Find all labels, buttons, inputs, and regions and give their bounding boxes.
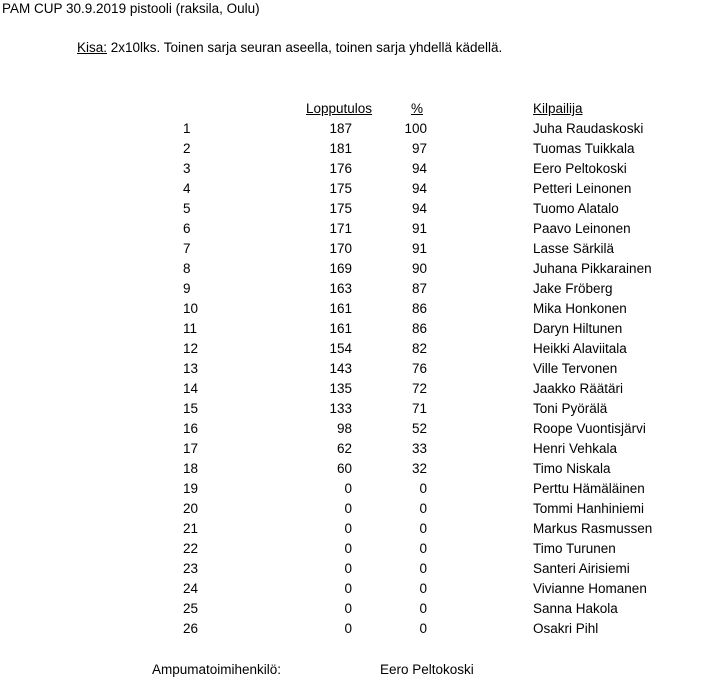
score-cell: 0 <box>344 561 352 576</box>
table-row <box>0 441 719 461</box>
table-row <box>0 201 719 221</box>
score-cell: 161 <box>329 321 352 336</box>
rank-cell: 11 <box>183 321 198 336</box>
rank-cell: 5 <box>183 201 191 216</box>
percent-cell: 76 <box>411 361 427 376</box>
score-cell: 163 <box>329 281 352 296</box>
score-cell: 175 <box>329 201 352 216</box>
rank-cell: 15 <box>183 401 199 416</box>
header-competitor: Kilpailija <box>533 101 583 116</box>
competitor-cell: Timo Turunen <box>533 541 616 556</box>
percent-cell: 0 <box>419 601 427 616</box>
rank-cell: 13 <box>183 361 199 376</box>
percent-cell: 100 <box>404 121 427 136</box>
rank-cell: 9 <box>183 281 191 296</box>
rank-cell: 14 <box>183 381 199 396</box>
percent-cell: 33 <box>411 441 427 456</box>
score-cell: 187 <box>329 121 352 136</box>
table-row <box>0 401 719 421</box>
competitor-cell: Santeri Airisiemi <box>533 561 630 576</box>
competitor-cell: Eero Peltokoski <box>533 161 627 176</box>
rank-cell: 24 <box>183 581 199 596</box>
table-row <box>0 601 719 621</box>
percent-cell: 87 <box>411 281 427 296</box>
percent-cell: 0 <box>419 621 427 636</box>
table-row <box>0 621 719 641</box>
table-row <box>0 541 719 561</box>
competition-info <box>77 40 502 56</box>
table-row <box>0 161 719 181</box>
score-cell: 0 <box>344 541 352 556</box>
competitor-cell: Petteri Leinonen <box>533 181 632 196</box>
table-row <box>0 421 719 441</box>
score-cell: 175 <box>329 181 352 196</box>
percent-cell: 71 <box>411 401 427 416</box>
official-name: Eero Peltokoski <box>380 662 474 677</box>
rank-cell: 2 <box>183 141 191 156</box>
rank-cell: 17 <box>183 441 199 456</box>
table-row <box>0 581 719 601</box>
header-percent: % <box>411 101 424 116</box>
rank-cell: 20 <box>183 501 199 516</box>
score-cell: 0 <box>344 621 352 636</box>
competitor-cell: Perttu Hämäläinen <box>533 481 645 496</box>
competitor-cell: Henri Vehkala <box>533 441 618 456</box>
score-cell: 0 <box>344 501 352 516</box>
table-row <box>0 141 719 161</box>
table-row <box>0 341 719 361</box>
percent-cell: 97 <box>411 141 427 156</box>
table-row <box>0 501 719 521</box>
rank-cell: 1 <box>183 121 191 136</box>
competitor-cell: Jake Fröberg <box>533 281 613 296</box>
percent-cell: 52 <box>411 421 427 436</box>
competition-info-label: Kisa: <box>77 40 108 55</box>
score-cell: 176 <box>329 161 352 176</box>
competitor-cell: Juha Raudaskoski <box>533 121 644 136</box>
table-row <box>0 381 719 401</box>
table-row <box>0 461 719 481</box>
score-cell: 60 <box>336 461 352 476</box>
table-row <box>0 561 719 581</box>
percent-cell: 90 <box>411 261 427 276</box>
score-cell: 135 <box>329 381 352 396</box>
percent-cell: 72 <box>411 381 427 396</box>
score-cell: 169 <box>329 261 352 276</box>
score-cell: 154 <box>329 341 352 356</box>
table-row <box>0 521 719 541</box>
percent-cell: 94 <box>411 161 427 176</box>
competitor-cell: Roope Vuontisjärvi <box>533 421 646 436</box>
rank-cell: 4 <box>183 181 191 196</box>
rank-cell: 8 <box>183 261 191 276</box>
score-cell: 0 <box>344 521 352 536</box>
score-cell: 0 <box>344 581 352 596</box>
competitor-cell: Osakri Pihl <box>533 621 599 636</box>
score-cell: 181 <box>329 141 352 156</box>
rank-cell: 3 <box>183 161 191 176</box>
competitor-cell: Juhana Pikkarainen <box>533 261 652 276</box>
percent-cell: 0 <box>419 501 427 516</box>
percent-cell: 0 <box>419 541 427 556</box>
rank-cell: 10 <box>183 301 199 316</box>
score-cell: 171 <box>329 221 352 236</box>
competitor-cell: Paavo Leinonen <box>533 221 631 236</box>
competition-info-text: 2x10lks. Toinen sarja seuran aseella, toinen sarja yhdellä kädellä. <box>107 40 503 55</box>
score-cell: 98 <box>336 421 352 436</box>
table-row <box>0 121 719 141</box>
competitor-cell: Timo Niskala <box>533 461 611 476</box>
rank-cell: 18 <box>183 461 199 476</box>
table-row <box>0 321 719 341</box>
rank-cell: 25 <box>183 601 199 616</box>
table-row <box>0 221 719 241</box>
competitor-cell: Lasse Särkilä <box>533 241 615 256</box>
document-title: PAM CUP 30.9.2019 pistooli (raksila, Oulu) <box>2 1 260 16</box>
header-score: Lopputulos <box>306 101 373 116</box>
competitor-cell: Daryn Hiltunen <box>533 321 623 336</box>
table-row <box>0 261 719 281</box>
table-row <box>0 481 719 501</box>
percent-cell: 94 <box>411 181 427 196</box>
table-row <box>0 181 719 201</box>
official-label: Ampumatoimihenkilö: <box>152 662 282 677</box>
table-row <box>0 361 719 381</box>
percent-cell: 82 <box>411 341 427 356</box>
score-cell: 62 <box>336 441 352 456</box>
competitor-cell: Toni Pyörälä <box>533 401 608 416</box>
rank-cell: 23 <box>183 561 199 576</box>
score-cell: 170 <box>329 241 352 256</box>
table-row <box>0 281 719 301</box>
percent-cell: 86 <box>411 301 427 316</box>
score-cell: 133 <box>329 401 352 416</box>
competitor-cell: Sanna Hakola <box>533 601 618 616</box>
rank-cell: 21 <box>183 521 199 536</box>
score-cell: 143 <box>329 361 352 376</box>
percent-cell: 0 <box>419 521 427 536</box>
rank-cell: 22 <box>183 541 199 556</box>
percent-cell: 0 <box>419 561 427 576</box>
competitor-cell: Jaakko Räätäri <box>533 381 624 396</box>
competitor-cell: Tuomas Tuikkala <box>533 141 635 156</box>
table-row <box>0 301 719 321</box>
competitor-cell: Vivianne Homanen <box>533 581 647 596</box>
rank-cell: 6 <box>183 221 191 236</box>
score-cell: 0 <box>344 601 352 616</box>
table-row <box>0 241 719 261</box>
competitor-cell: Heikki Alaviitala <box>533 341 627 356</box>
percent-cell: 0 <box>419 581 427 596</box>
rank-cell: 12 <box>183 341 199 356</box>
competitor-cell: Tommi Hanhiniemi <box>533 501 645 516</box>
competitor-cell: Ville Tervonen <box>533 361 618 376</box>
score-cell: 0 <box>344 481 352 496</box>
rank-cell: 19 <box>183 481 199 496</box>
percent-cell: 32 <box>411 461 427 476</box>
rank-cell: 7 <box>183 241 191 256</box>
percent-cell: 94 <box>411 201 427 216</box>
percent-cell: 0 <box>419 481 427 496</box>
rank-cell: 16 <box>183 421 199 436</box>
score-cell: 161 <box>329 301 352 316</box>
percent-cell: 91 <box>411 221 427 236</box>
rank-cell: 26 <box>183 621 199 636</box>
competitor-cell: Tuomo Alatalo <box>533 201 619 216</box>
percent-cell: 86 <box>411 321 427 336</box>
competitor-cell: Mika Honkonen <box>533 301 627 316</box>
percent-cell: 91 <box>411 241 427 256</box>
competitor-cell: Markus Rasmussen <box>533 521 653 536</box>
